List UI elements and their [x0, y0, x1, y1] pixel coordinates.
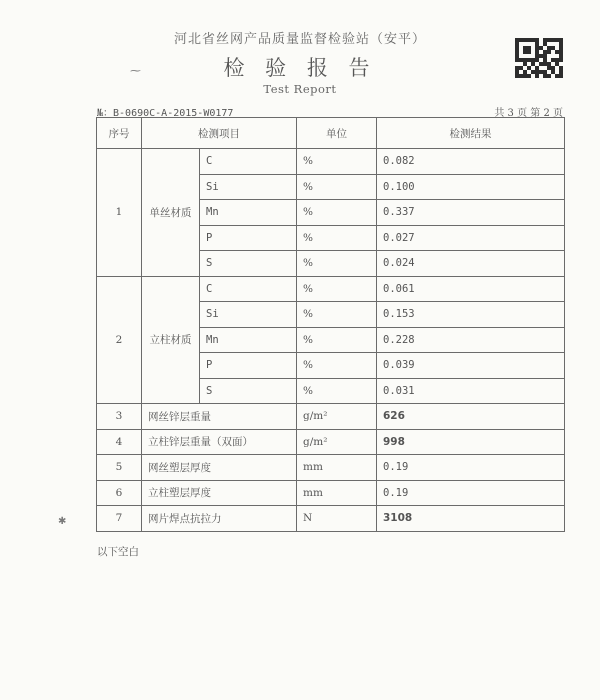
unit-cell: mm: [297, 455, 377, 481]
unit-cell: g/m²: [297, 429, 377, 455]
header-unit: 单位: [297, 118, 377, 149]
item-cell: P: [200, 225, 297, 251]
unit-cell: %: [297, 276, 377, 302]
item-cell: Si: [200, 174, 297, 200]
result-cell: 998: [377, 429, 565, 455]
table-header-row: [97, 118, 565, 149]
row-no: 4: [97, 429, 142, 455]
group-name: 单丝材质: [142, 149, 200, 277]
item-cell: Mn: [200, 327, 297, 353]
row-no: 1: [97, 149, 142, 277]
unit-cell: %: [297, 302, 377, 328]
blank-below-note: 以下空白: [97, 546, 139, 558]
result-cell: 0.228: [377, 327, 565, 353]
table-row: [97, 506, 565, 532]
table-row: [97, 276, 565, 302]
unit-cell: %: [297, 251, 377, 277]
table-row: [97, 404, 565, 430]
row-no: 2: [97, 276, 142, 404]
page-info: 共 3 页 第 2 页: [494, 108, 563, 119]
item-cell: 立柱塑层厚度: [142, 480, 297, 506]
ink-mark: ⁓: [130, 64, 141, 77]
item-cell: C: [200, 149, 297, 175]
unit-cell: %: [297, 353, 377, 379]
item-cell: 网丝塑层厚度: [142, 455, 297, 481]
unit-cell: %: [297, 225, 377, 251]
table-row: [97, 455, 565, 481]
result-cell: 0.027: [377, 225, 565, 251]
unit-cell: %: [297, 378, 377, 404]
unit-cell: N: [297, 506, 377, 532]
row-no: 5: [97, 455, 142, 481]
report-title: 检 验 报 告: [223, 56, 377, 80]
header-result: 检测结果: [377, 118, 565, 149]
item-cell: S: [200, 251, 297, 277]
item-cell: 立柱锌层重量（双面）: [142, 429, 297, 455]
group-name: 立柱材质: [142, 276, 200, 404]
institution-header: 河北省丝网产品质量监督检验站（安平）: [173, 32, 426, 47]
unit-cell: mm: [297, 480, 377, 506]
item-cell: C: [200, 276, 297, 302]
row-no: 3: [97, 404, 142, 430]
item-cell: S: [200, 378, 297, 404]
table-row: [97, 149, 565, 175]
item-cell: Mn: [200, 200, 297, 226]
result-cell: 0.153: [377, 302, 565, 328]
result-cell: 0.19: [377, 455, 565, 481]
unit-cell: %: [297, 200, 377, 226]
result-cell: 0.082: [377, 149, 565, 175]
header-no: 序号: [97, 118, 142, 149]
table-row: [97, 429, 565, 455]
unit-cell: %: [297, 149, 377, 175]
results-table: [96, 117, 565, 532]
item-cell: P: [200, 353, 297, 379]
ink-mark: ✱: [58, 516, 67, 527]
result-cell: 0.031: [377, 378, 565, 404]
item-cell: 网片焊点抗拉力: [142, 506, 297, 532]
table-row: [97, 480, 565, 506]
header-item: 检测项目: [142, 118, 297, 149]
result-cell: 0.061: [377, 276, 565, 302]
unit-cell: g/m²: [297, 404, 377, 430]
qr-code-icon: [515, 38, 563, 78]
unit-cell: %: [297, 327, 377, 353]
result-cell: 0.100: [377, 174, 565, 200]
item-cell: Si: [200, 302, 297, 328]
result-cell: 626: [377, 404, 565, 430]
row-no: 6: [97, 480, 142, 506]
result-cell: 3108: [377, 506, 565, 532]
item-cell: 网丝锌层重量: [142, 404, 297, 430]
report-subtitle: Test Report: [263, 82, 337, 96]
report-number: №：B-0690C-A-2015-W0177: [97, 108, 234, 119]
result-cell: 0.024: [377, 251, 565, 277]
result-cell: 0.039: [377, 353, 565, 379]
unit-cell: %: [297, 174, 377, 200]
result-cell: 0.19: [377, 480, 565, 506]
row-no: 7: [97, 506, 142, 532]
result-cell: 0.337: [377, 200, 565, 226]
